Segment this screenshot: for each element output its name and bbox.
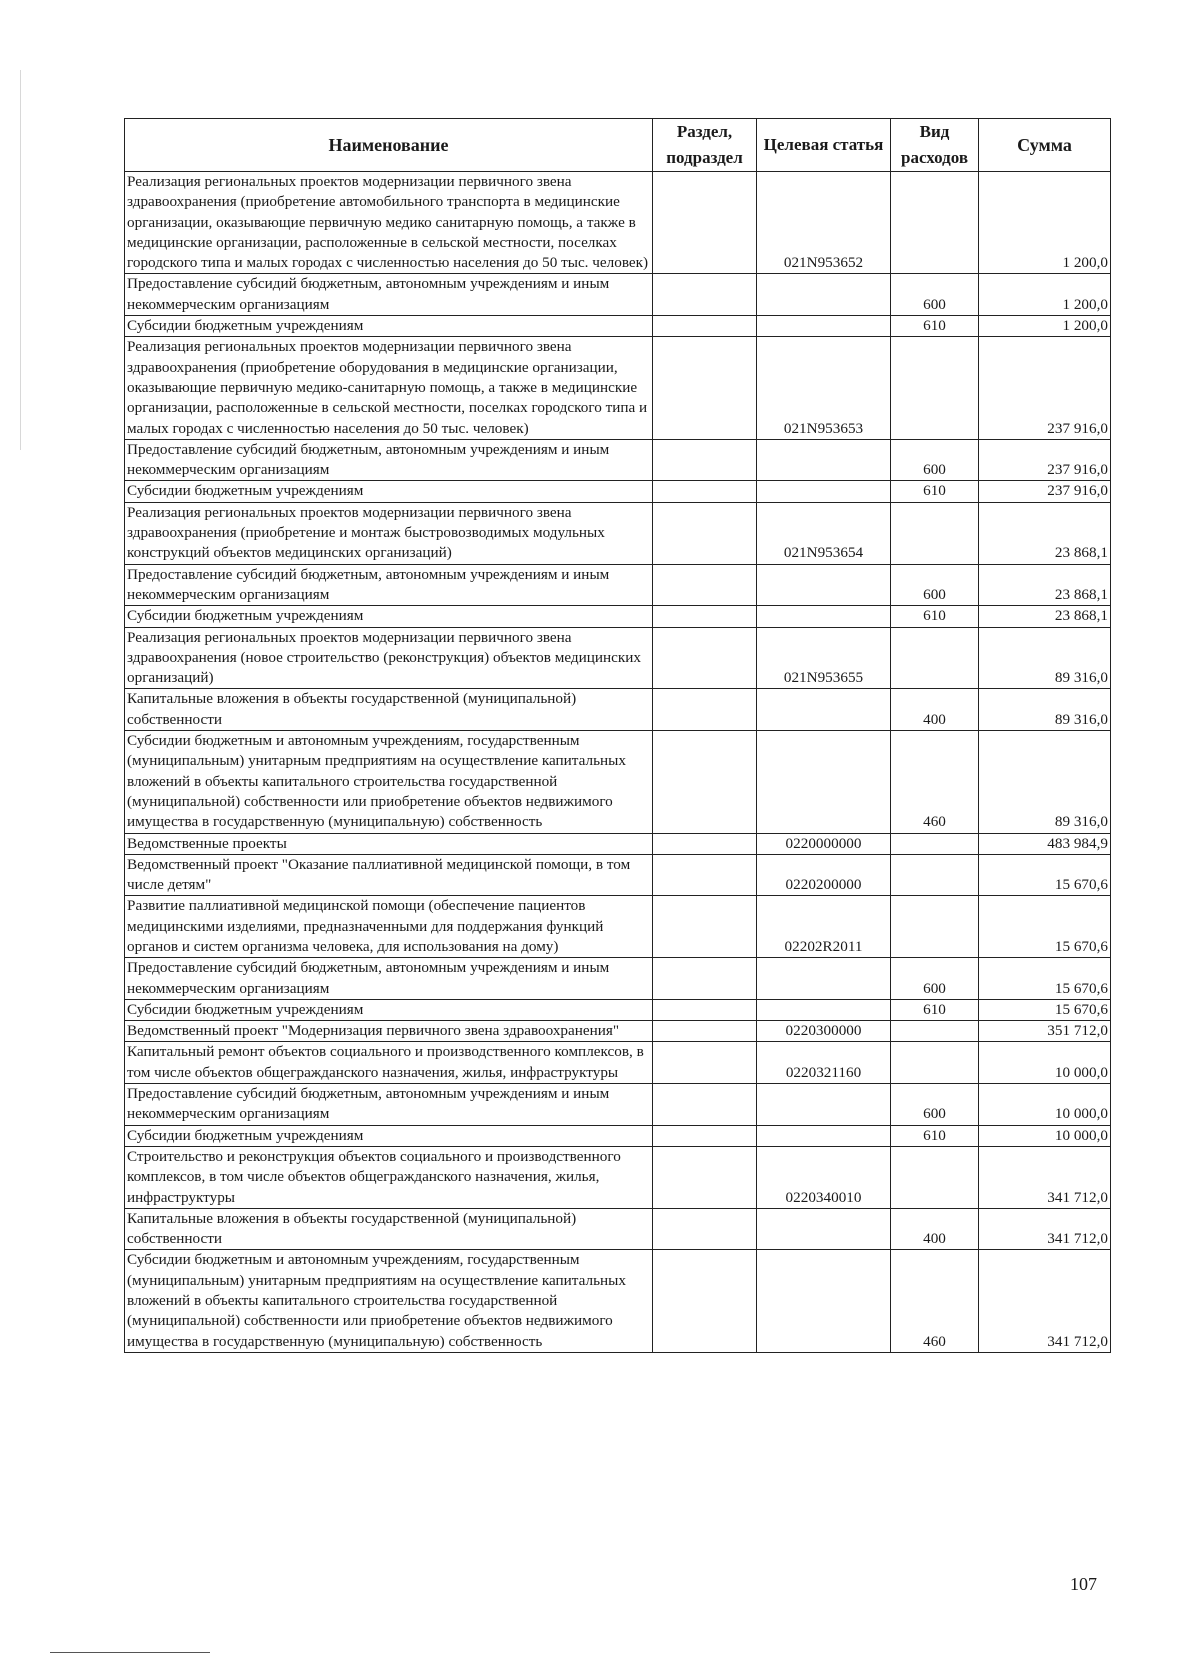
cell-target: 0220000000 xyxy=(757,833,891,854)
cell-type: 600 xyxy=(891,564,979,606)
cell-type xyxy=(891,502,979,564)
table-row xyxy=(125,689,1111,731)
cell-sum: 341 712,0 xyxy=(979,1208,1111,1250)
table-row xyxy=(125,1146,1111,1208)
cell-sum: 1 200,0 xyxy=(979,316,1111,337)
budget-table xyxy=(124,118,1111,1353)
cell-section xyxy=(653,1250,757,1352)
cell-sum: 237 916,0 xyxy=(979,481,1111,502)
cell-section xyxy=(653,316,757,337)
cell-section xyxy=(653,274,757,316)
cell-sum: 10 000,0 xyxy=(979,1084,1111,1126)
cell-section xyxy=(653,958,757,1000)
cell-target xyxy=(757,958,891,1000)
cell-target xyxy=(757,274,891,316)
cell-type: 600 xyxy=(891,1084,979,1126)
cell-name: Строительство и реконструкция объектов социального и производственного комплексов, в том числе объектов общегражданского назначения, жилья, инфраструктуры xyxy=(125,1146,653,1208)
cell-section xyxy=(653,502,757,564)
table-row xyxy=(125,854,1111,896)
cell-target xyxy=(757,1125,891,1146)
cell-section xyxy=(653,833,757,854)
header-target: Целевая статья xyxy=(757,119,891,172)
cell-type: 400 xyxy=(891,1208,979,1250)
table-row xyxy=(125,337,1111,439)
table-row xyxy=(125,606,1111,627)
cell-target: 02202R2011 xyxy=(757,896,891,958)
cell-target xyxy=(757,1250,891,1352)
cell-name: Реализация региональных проектов модернизации первичного звена здравоохранения (приобретение оборудования в медицинские организации, оказывающие первичную медико-санитарную помощь, а также в медицинские организации, расположенные в сельской местности, поселках городского типа и малых городах с численностью населения до 50 тыс. человек) xyxy=(125,337,653,439)
cell-name: Субсидии бюджетным учреждениям xyxy=(125,1125,653,1146)
cell-type xyxy=(891,172,979,274)
cell-sum: 483 984,9 xyxy=(979,833,1111,854)
cell-section xyxy=(653,1042,757,1084)
cell-type: 600 xyxy=(891,958,979,1000)
table-row xyxy=(125,958,1111,1000)
cell-name: Предоставление субсидий бюджетным, автономным учреждениям и иным некоммерческим организациям xyxy=(125,564,653,606)
cell-type: 600 xyxy=(891,274,979,316)
cell-sum: 23 868,1 xyxy=(979,564,1111,606)
table-row xyxy=(125,481,1111,502)
cell-name: Предоставление субсидий бюджетным, автономным учреждениям и иным некоммерческим организациям xyxy=(125,274,653,316)
table-row xyxy=(125,731,1111,833)
cell-target: 0220300000 xyxy=(757,1021,891,1042)
cell-type: 610 xyxy=(891,999,979,1020)
scan-edge-line xyxy=(20,70,21,450)
table-row xyxy=(125,172,1111,274)
cell-type xyxy=(891,833,979,854)
cell-target xyxy=(757,316,891,337)
cell-name: Субсидии бюджетным и автономным учреждениям, государственным (муниципальным) унитарным предприятиям на осуществление капитальных вложений в объекты капитального строительства государственной (муниципальной) собственности или приобретение объектов недвижимого имущества в государственную (муниципальную) собственность xyxy=(125,731,653,833)
cell-name: Субсидии бюджетным и автономным учреждениям, государственным (муниципальным) унитарным предприятиям на осуществление капитальных вложений в объекты капитального строительства государственной (муниципальной) собственности или приобретение объектов недвижимого имущества в государственную (муниципальную) собственность xyxy=(125,1250,653,1352)
cell-sum: 15 670,6 xyxy=(979,854,1111,896)
cell-sum: 341 712,0 xyxy=(979,1146,1111,1208)
cell-section xyxy=(653,1084,757,1126)
cell-type: 610 xyxy=(891,1125,979,1146)
cell-name: Субсидии бюджетным учреждениям xyxy=(125,999,653,1020)
cell-name: Субсидии бюджетным учреждениям xyxy=(125,316,653,337)
table-row xyxy=(125,627,1111,689)
cell-name: Реализация региональных проектов модернизации первичного звена здравоохранения (приобретение автомобильного транспорта в медицинские организации, оказывающие первичную медико санитарную помощь, а также в медицинские организации, расположенные в сельской местности, поселках городского типа и малых городах с численностью населения до 50 тыс. человек) xyxy=(125,172,653,274)
cell-target xyxy=(757,439,891,481)
table-row xyxy=(125,502,1111,564)
table-row xyxy=(125,564,1111,606)
table-row xyxy=(125,1042,1111,1084)
cell-type xyxy=(891,896,979,958)
cell-sum: 1 200,0 xyxy=(979,274,1111,316)
cell-section xyxy=(653,731,757,833)
cell-type: 460 xyxy=(891,731,979,833)
cell-sum: 10 000,0 xyxy=(979,1125,1111,1146)
cell-target: 0220340010 xyxy=(757,1146,891,1208)
table-row xyxy=(125,439,1111,481)
cell-section xyxy=(653,627,757,689)
header-name: Наименование xyxy=(125,119,653,172)
table-row xyxy=(125,274,1111,316)
cell-sum: 23 868,1 xyxy=(979,606,1111,627)
cell-name: Реализация региональных проектов модернизации первичного звена здравоохранения (новое строительство (реконструкция) объектов медицинских организаций) xyxy=(125,627,653,689)
cell-type: 610 xyxy=(891,316,979,337)
cell-section xyxy=(653,689,757,731)
cell-sum: 351 712,0 xyxy=(979,1021,1111,1042)
cell-sum: 341 712,0 xyxy=(979,1250,1111,1352)
table-row xyxy=(125,833,1111,854)
table-row xyxy=(125,316,1111,337)
cell-section xyxy=(653,481,757,502)
cell-sum: 15 670,6 xyxy=(979,896,1111,958)
cell-name: Реализация региональных проектов модернизации первичного звена здравоохранения (приобретение и монтаж быстровозводимых модульных конструкций объектов медицинских организаций) xyxy=(125,502,653,564)
cell-sum: 237 916,0 xyxy=(979,337,1111,439)
page-number: 107 xyxy=(1070,1574,1097,1594)
cell-section xyxy=(653,439,757,481)
cell-name: Ведомственные проекты xyxy=(125,833,653,854)
cell-section xyxy=(653,896,757,958)
cell-target xyxy=(757,1208,891,1250)
cell-section xyxy=(653,564,757,606)
cell-type: 610 xyxy=(891,481,979,502)
header-section: Раздел, подраздел xyxy=(653,119,757,172)
footer-rule xyxy=(50,1652,210,1653)
cell-target xyxy=(757,606,891,627)
cell-sum: 237 916,0 xyxy=(979,439,1111,481)
cell-section xyxy=(653,1208,757,1250)
cell-section xyxy=(653,606,757,627)
cell-target xyxy=(757,731,891,833)
header-sum: Сумма xyxy=(979,119,1111,172)
cell-name: Капитальные вложения в объекты государственной (муниципальной) собственности xyxy=(125,1208,653,1250)
cell-target xyxy=(757,1084,891,1126)
cell-sum: 15 670,6 xyxy=(979,999,1111,1020)
table-row xyxy=(125,1125,1111,1146)
cell-target xyxy=(757,481,891,502)
cell-target xyxy=(757,564,891,606)
cell-type xyxy=(891,1146,979,1208)
cell-sum: 1 200,0 xyxy=(979,172,1111,274)
table-row xyxy=(125,896,1111,958)
cell-section xyxy=(653,999,757,1020)
cell-section xyxy=(653,1021,757,1042)
cell-name: Субсидии бюджетным учреждениям xyxy=(125,481,653,502)
cell-target: 021N953652 xyxy=(757,172,891,274)
table-row xyxy=(125,1021,1111,1042)
cell-type xyxy=(891,337,979,439)
cell-sum: 10 000,0 xyxy=(979,1042,1111,1084)
cell-sum: 89 316,0 xyxy=(979,627,1111,689)
cell-sum: 23 868,1 xyxy=(979,502,1111,564)
cell-name: Предоставление субсидий бюджетным, автономным учреждениям и иным некоммерческим организациям xyxy=(125,439,653,481)
cell-target: 021N953654 xyxy=(757,502,891,564)
cell-name: Капитальные вложения в объекты государственной (муниципальной) собственности xyxy=(125,689,653,731)
cell-type xyxy=(891,1021,979,1042)
cell-type: 610 xyxy=(891,606,979,627)
cell-target xyxy=(757,999,891,1020)
cell-sum: 89 316,0 xyxy=(979,689,1111,731)
cell-target: 0220200000 xyxy=(757,854,891,896)
cell-type xyxy=(891,1042,979,1084)
table-header-row xyxy=(125,119,1111,172)
cell-target: 021N953653 xyxy=(757,337,891,439)
cell-section xyxy=(653,854,757,896)
cell-target: 021N953655 xyxy=(757,627,891,689)
cell-type: 400 xyxy=(891,689,979,731)
cell-name: Капитальный ремонт объектов социального и производственного комплексов, в том числе объектов общегражданского назначения, жилья, инфраструктуры xyxy=(125,1042,653,1084)
cell-sum: 15 670,6 xyxy=(979,958,1111,1000)
cell-type xyxy=(891,627,979,689)
cell-name: Предоставление субсидий бюджетным, автономным учреждениям и иным некоммерческим организациям xyxy=(125,958,653,1000)
cell-name: Субсидии бюджетным учреждениям xyxy=(125,606,653,627)
cell-type xyxy=(891,854,979,896)
table-row xyxy=(125,1208,1111,1250)
cell-name: Развитие паллиативной медицинской помощи (обеспечение пациентов медицинскими изделиями, предназначенными для поддержания функций органов и систем организма человека, для использования на дому) xyxy=(125,896,653,958)
cell-name: Предоставление субсидий бюджетным, автономным учреждениям и иным некоммерческим организациям xyxy=(125,1084,653,1126)
cell-type: 600 xyxy=(891,439,979,481)
cell-name: Ведомственный проект "Оказание паллиативной медицинской помощи, в том числе детям" xyxy=(125,854,653,896)
cell-section xyxy=(653,172,757,274)
table-row xyxy=(125,1250,1111,1352)
table-row xyxy=(125,999,1111,1020)
cell-sum: 89 316,0 xyxy=(979,731,1111,833)
table-row xyxy=(125,1084,1111,1126)
cell-target xyxy=(757,689,891,731)
header-type: Вид расходов xyxy=(891,119,979,172)
cell-name: Ведомственный проект "Модернизация первичного звена здравоохранения" xyxy=(125,1021,653,1042)
cell-section xyxy=(653,1125,757,1146)
cell-target: 0220321160 xyxy=(757,1042,891,1084)
cell-section xyxy=(653,337,757,439)
table-body xyxy=(125,172,1111,1353)
cell-type: 460 xyxy=(891,1250,979,1352)
cell-section xyxy=(653,1146,757,1208)
